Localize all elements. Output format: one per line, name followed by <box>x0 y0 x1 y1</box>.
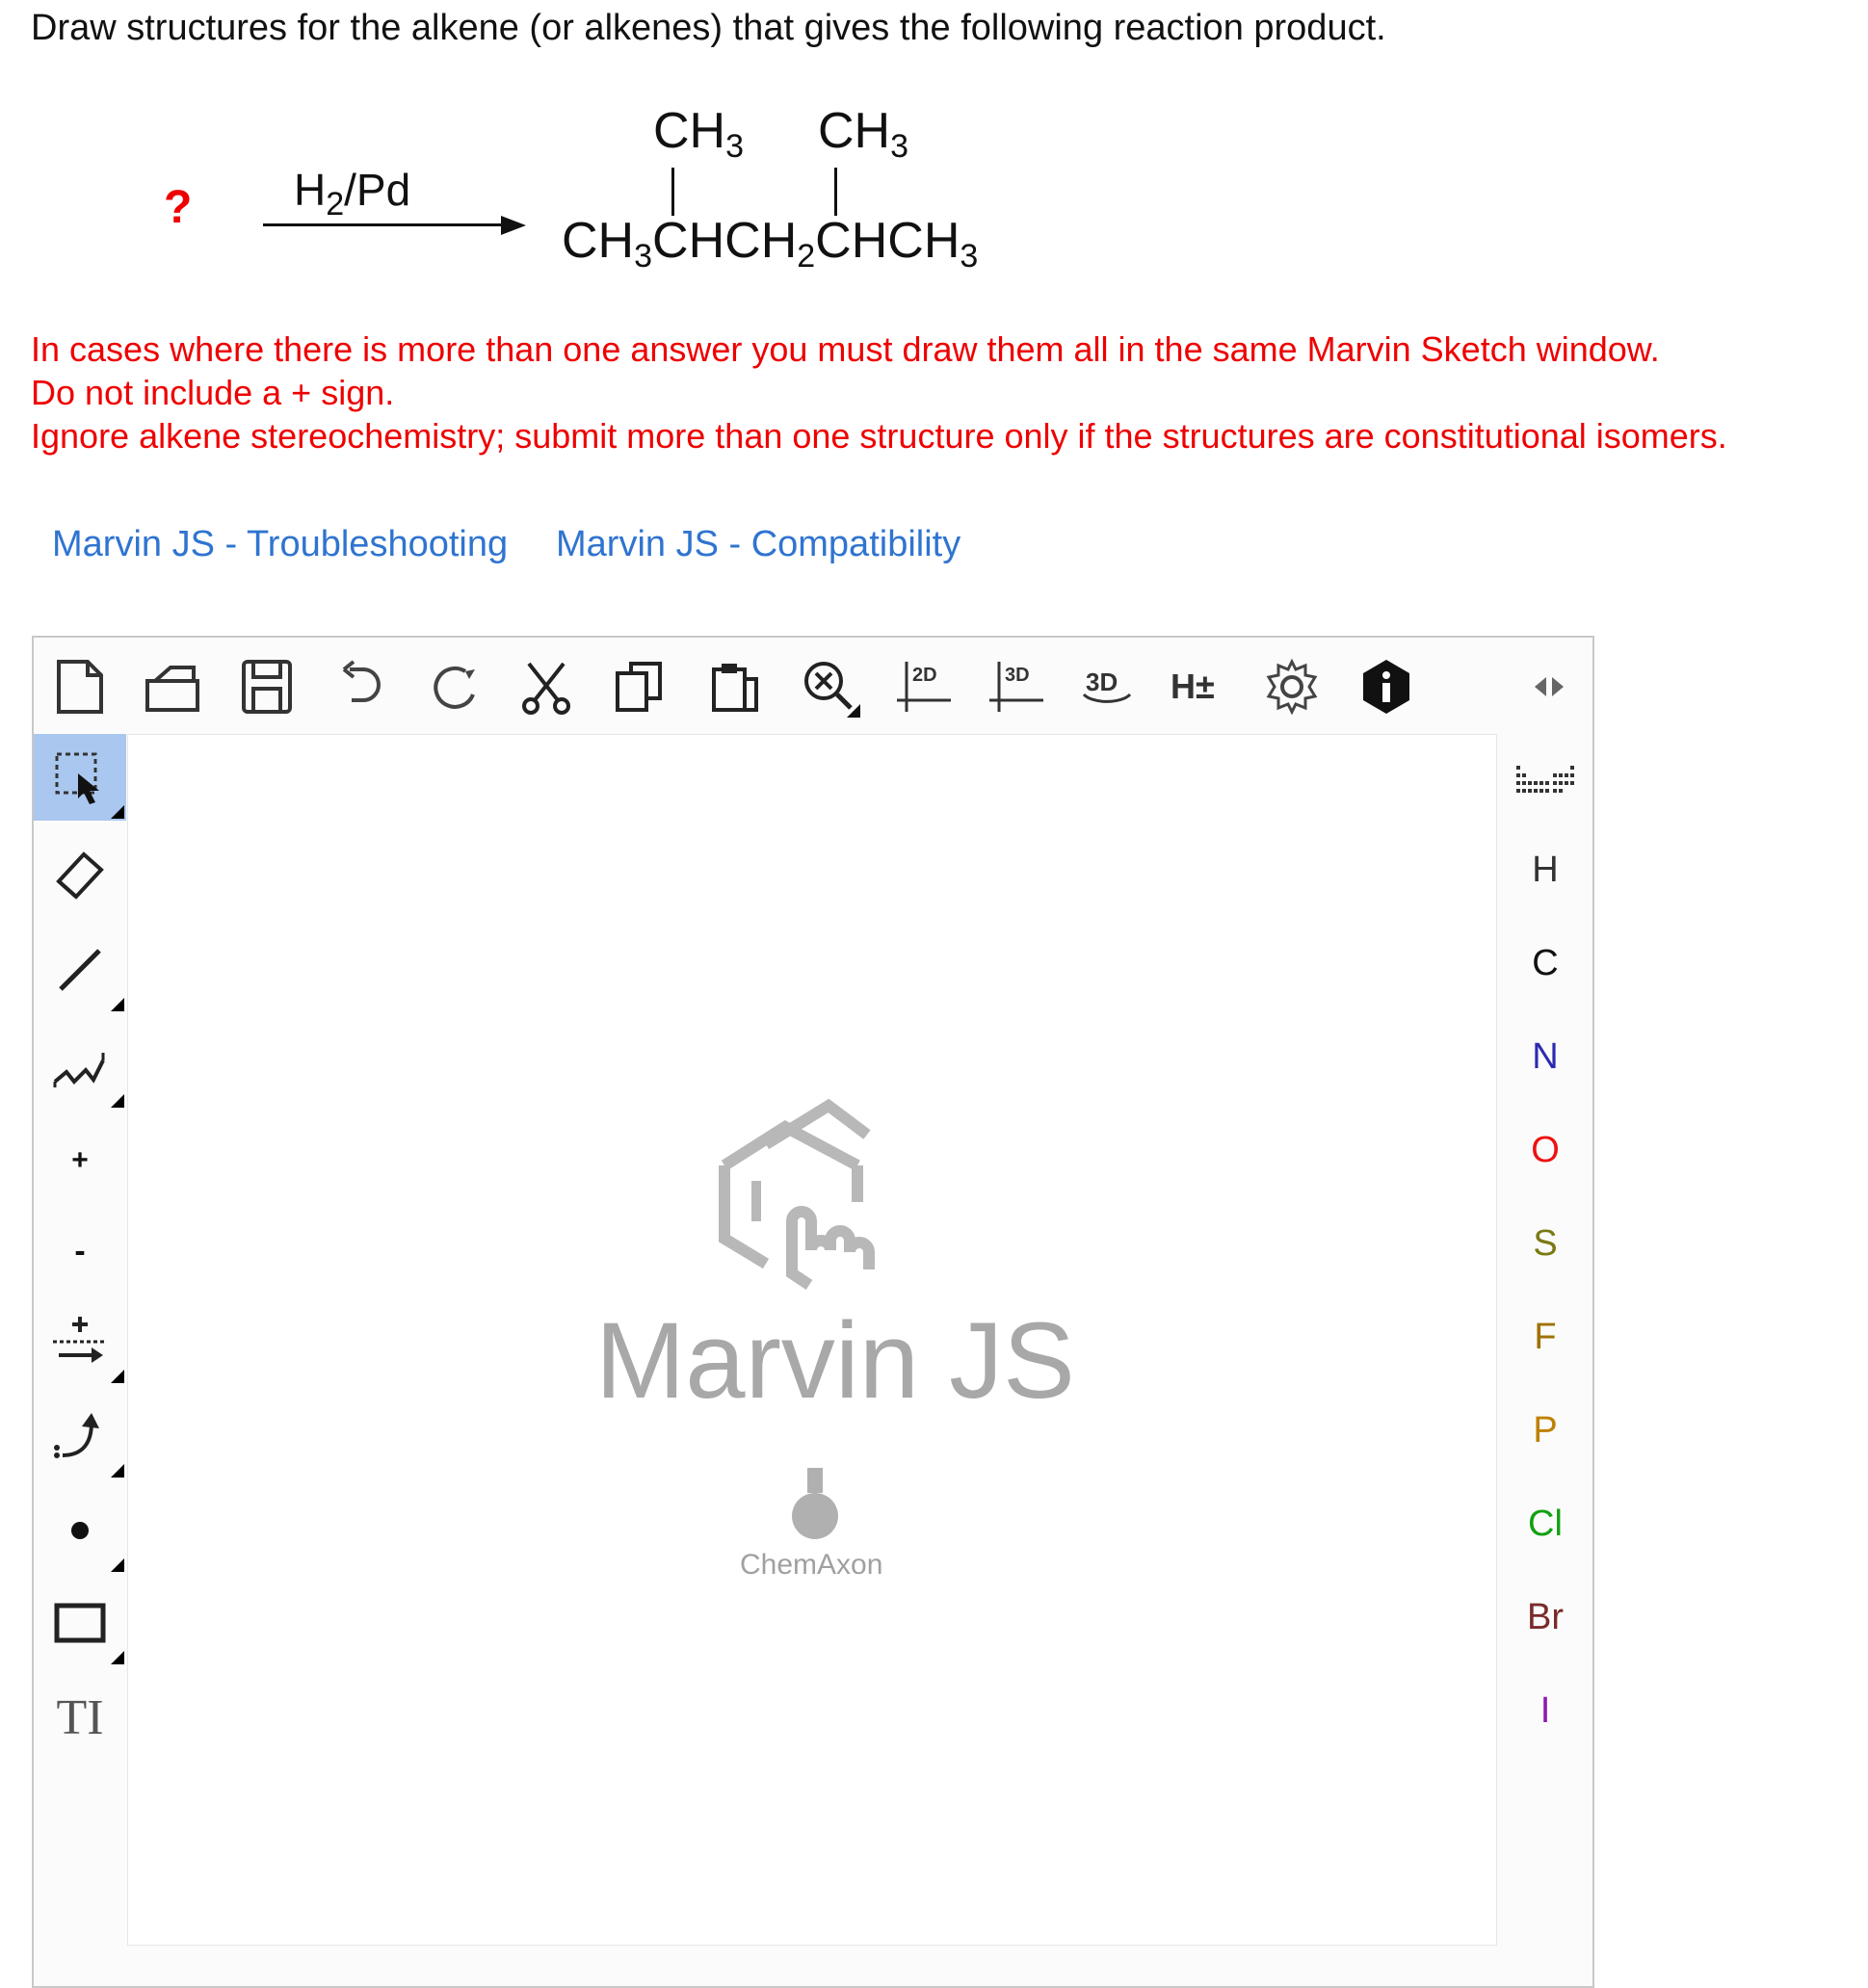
element-iodine[interactable]: I <box>1539 1689 1551 1731</box>
rotate-3d-icon[interactable] <box>1073 653 1141 720</box>
question-text: Draw structures for the alkene (or alkenes) that gives the following reaction product. <box>31 8 1386 48</box>
clean-2d-icon[interactable] <box>890 653 958 720</box>
info-icon[interactable] <box>1353 653 1420 720</box>
single-bond-icon[interactable] <box>34 927 126 1013</box>
add-remove-hydrogens-icon[interactable] <box>1166 653 1233 720</box>
unknown-reactant: ? <box>164 182 193 233</box>
settings-icon[interactable] <box>1258 653 1326 720</box>
chevron-right-icon[interactable] <box>1526 653 1593 720</box>
link-troubleshooting[interactable]: Marvin JS - Troubleshooting <box>52 524 509 564</box>
product-main-chain: $CH_3CHCH_2CHCH_3$ <box>562 213 979 275</box>
svg-text:3D: 3D <box>1005 665 1030 686</box>
product-methyl-right: $CH_3$ <box>818 103 909 165</box>
element-carbon[interactable]: C <box>1532 942 1559 983</box>
marvin-logo-icon <box>713 1096 915 1298</box>
svg-text:2D: 2D <box>912 665 937 686</box>
paste-icon[interactable] <box>701 653 769 720</box>
open-folder-icon[interactable] <box>139 653 206 720</box>
reaction-arrow-icon[interactable] <box>34 1298 126 1385</box>
reaction-arrow-line <box>263 223 504 226</box>
selection-icon[interactable] <box>34 734 126 821</box>
periodic-table-icon[interactable] <box>1509 747 1582 815</box>
new-document-icon[interactable] <box>46 653 114 720</box>
chain-icon[interactable] <box>34 1023 126 1110</box>
copy-icon[interactable] <box>607 653 674 720</box>
element-chlorine[interactable]: Cl <box>1528 1503 1563 1544</box>
chemaxon-logo-icon <box>788 1464 842 1541</box>
electron-flow-icon[interactable] <box>34 1393 126 1479</box>
text-icon[interactable]: TI <box>56 1689 104 1745</box>
product-bond-right <box>834 168 837 216</box>
zoom-icon[interactable] <box>796 653 863 720</box>
reaction-arrowhead <box>501 216 526 235</box>
element-hydrogen[interactable]: H <box>1532 849 1559 890</box>
reagent-label: $H_2/Pd$ <box>294 165 411 222</box>
rectangle-icon[interactable] <box>34 1580 126 1666</box>
radical-dot-icon[interactable] <box>34 1487 126 1574</box>
clean-3d-icon[interactable] <box>983 653 1050 720</box>
link-compatibility[interactable]: Marvin JS - Compatibility <box>556 524 961 564</box>
element-oxygen[interactable]: O <box>1531 1129 1560 1170</box>
instruction-line-3: Ignore alkene stereochemistry; submit more than one structure only if the structures are constitutional isomers. <box>31 416 1727 456</box>
charge-plus-icon[interactable]: + <box>71 1144 89 1176</box>
element-nitrogen[interactable]: N <box>1532 1035 1559 1077</box>
element-phosphorus[interactable]: P <box>1533 1409 1558 1451</box>
redo-icon[interactable] <box>420 653 487 720</box>
element-sulfur[interactable]: S <box>1533 1222 1558 1264</box>
charge-minus-icon[interactable]: - <box>74 1232 86 1269</box>
svg-text:H±: H± <box>1171 667 1215 706</box>
svg-text:3D: 3D <box>1086 667 1118 696</box>
watermark-title: Marvin JS <box>595 1300 1075 1421</box>
cut-icon[interactable] <box>513 653 580 720</box>
undo-icon[interactable] <box>328 653 395 720</box>
product-bond-left <box>671 168 674 216</box>
watermark-company: ChemAxon <box>740 1549 883 1581</box>
instruction-line-1: In cases where there is more than one answer you must draw them all in the same Marvin Sketch window. <box>31 329 1660 369</box>
instruction-line-2: Do not include a + sign. <box>31 373 395 412</box>
element-fluorine[interactable]: F <box>1534 1316 1557 1357</box>
save-icon[interactable] <box>233 653 301 720</box>
erase-icon[interactable] <box>34 830 126 917</box>
product-methyl-left: $CH_3$ <box>653 103 745 165</box>
element-bromine[interactable]: Br <box>1527 1596 1564 1637</box>
